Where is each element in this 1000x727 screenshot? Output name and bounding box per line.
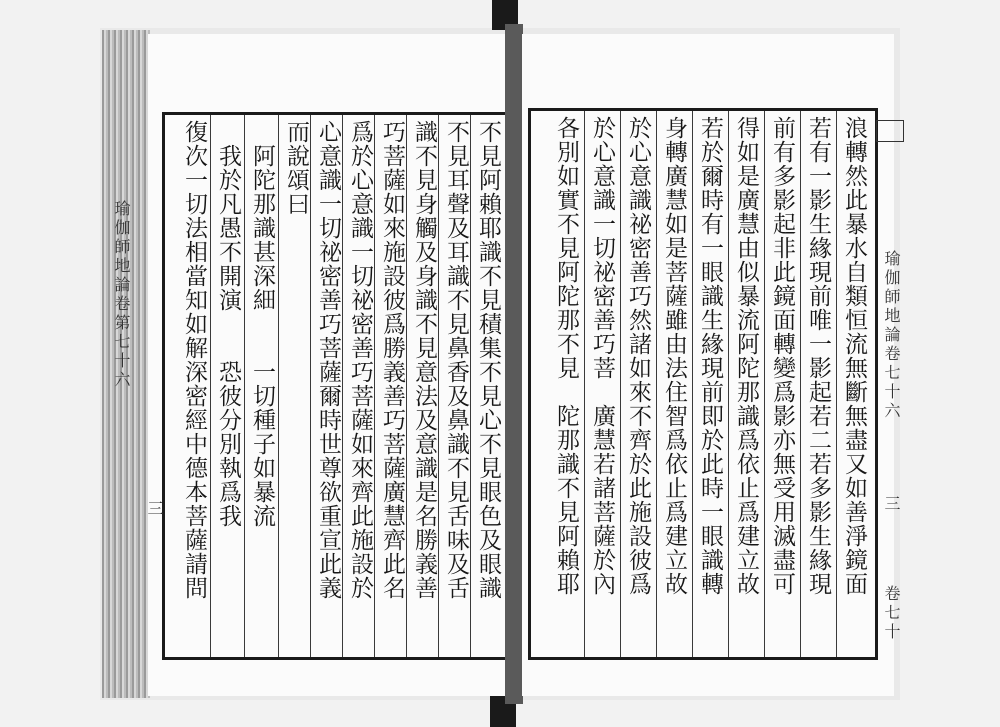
column-rule [692,111,693,657]
right-col-2: 若有一影生緣現前唯一影起若二若多影生緣現 [805,116,831,596]
left-col-1: 不見阿賴耶識不見積集不見心不見眼色及眼識 [475,120,501,600]
right-margin-volume: 卷七十 [882,585,901,642]
left-col-9: 我於凡愚不開演 恐彼分別執爲我 [215,144,241,528]
column-rule [342,115,343,657]
column-rule [310,115,311,657]
right-col-5: 若於爾時有一眼識生緣現前即於此時一眼識轉 [697,116,723,596]
left-col-7: 而說頌曰 [283,120,309,216]
right-margin-label: 瑜伽師地論卷七十六 [882,250,901,421]
right-col-3: 前有多影起非此鏡面轉變爲影亦無受用滅盡可 [769,116,795,596]
column-rule [374,115,375,657]
column-rule [406,115,407,657]
column-rule [836,111,837,657]
left-col-8: 阿陀那識甚深細 一切種子如暴流 [249,144,275,528]
book-spine [505,24,523,704]
right-col-4: 得如是廣慧由似暴流阿陀那識爲依止爲建立故 [733,116,759,596]
left-margin-page-no: 三 [145,500,164,519]
right-col-6: 身轉廣慧如是菩薩雖由法住智爲依止爲建立故 [661,116,687,596]
column-rule [278,115,279,657]
right-col-8: 於心意識一切祕密善巧菩 廣慧若諸菩薩於內 [589,116,615,596]
column-rule [470,115,471,657]
right-col-7: 於心意識祕密善巧然諸如來不齊於此施設彼爲 [625,116,651,596]
left-col-6: 心意識一切祕密善巧菩薩爾時世尊欲重宣此義 [315,120,341,600]
left-col-3: 識不見身觸及身識不見意法及意識是名勝義善 [411,120,437,600]
right-col-9: 各別如實不見阿陀那不見 陀那識不見阿賴耶 [553,116,579,596]
left-col-2: 不見耳聲及耳識不見鼻香及鼻識不見舌味及舌 [443,120,469,600]
column-rule [438,115,439,657]
left-col-4: 巧菩薩如來施設彼爲勝義善巧菩薩廣慧齊此名 [379,120,405,600]
left-col-10: 復次一切法相當知如解深密經中德本菩薩請問 [181,120,207,600]
left-margin-label: 瑜伽師地論卷第七十六 [112,200,131,390]
fishtail-mark [876,120,904,142]
left-col-5: 爲於心意識一切祕密善巧菩薩如來齊此施設於 [347,120,373,600]
right-margin-page-no: 三 [882,495,901,514]
column-rule [656,111,657,657]
column-rule [620,111,621,657]
column-rule [764,111,765,657]
right-col-1: 浪轉然此暴水自類恒流無斷無盡又如善淨鏡面 [841,116,867,596]
column-rule [244,115,245,657]
column-rule [800,111,801,657]
column-rule [728,111,729,657]
column-rule [584,111,585,657]
column-rule [210,115,211,657]
